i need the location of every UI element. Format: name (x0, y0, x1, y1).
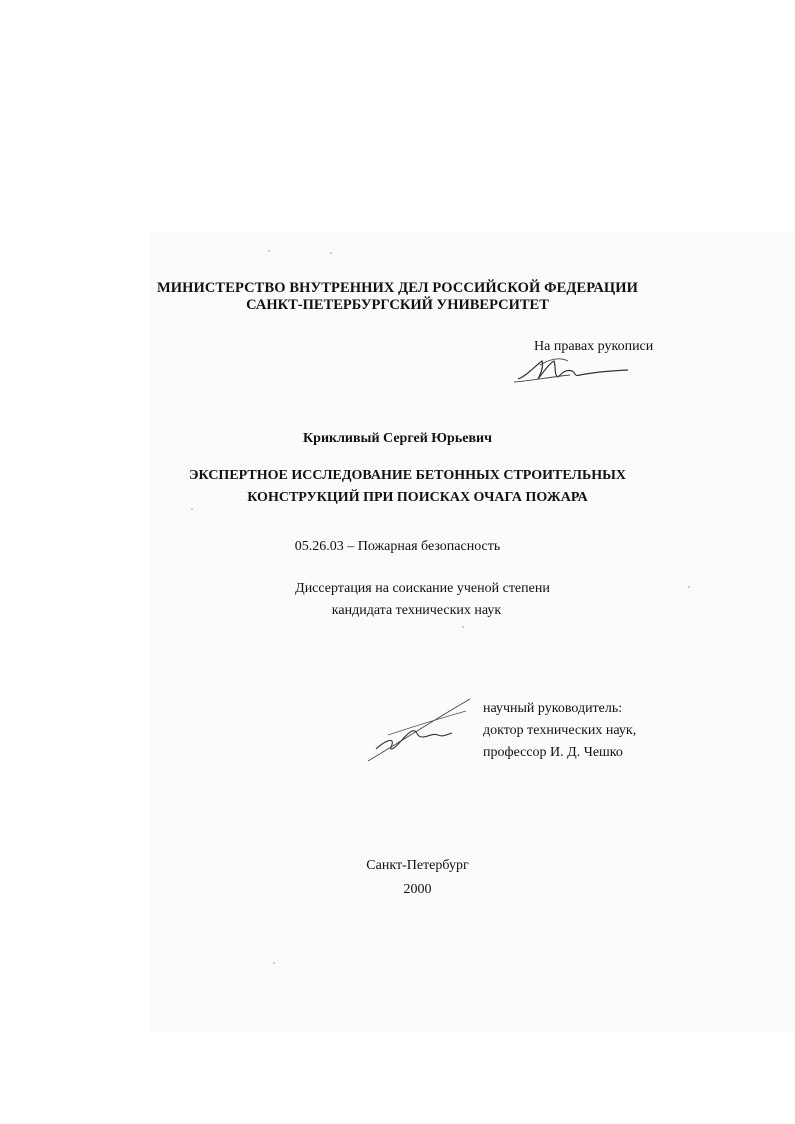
degree-line-2: кандидата технических наук (331, 603, 502, 618)
scanned-page-area (150, 232, 795, 1032)
ministry-heading: МИНИСТЕРСТВО ВНУТРЕННИХ ДЕЛ РОССИЙСКОЙ ФЕДЕРАЦИИ (156, 280, 639, 296)
city: Санкт-Петербург (366, 858, 469, 873)
supervisor-role: научный руководитель: (483, 701, 623, 716)
scan-speck (688, 586, 690, 588)
author-signature (510, 355, 635, 385)
scan-speck (462, 626, 464, 628)
supervisor-signature (362, 695, 474, 765)
specialty-code: 05.26.03 – Пожарная безопасность (294, 539, 501, 554)
scan-speck (273, 962, 275, 964)
degree-line-1: Диссертация на соискание ученой степени (295, 581, 550, 596)
scan-speck (268, 250, 270, 252)
supervisor-degree: доктор технических наук, (483, 723, 637, 738)
year: 2000 (403, 882, 432, 897)
dissertation-title-line-1: ЭКСПЕРТНОЕ ИССЛЕДОВАНИЕ БЕТОННЫХ СТРОИТЕЛЬНЫХ (189, 468, 626, 483)
scan-speck (191, 508, 193, 510)
dissertation-title-line-2: КОНСТРУКЦИЙ ПРИ ПОИСКАХ ОЧАГА ПОЖАРА (247, 490, 588, 505)
university-heading: САНКТ-ПЕТЕРБУРГСКИЙ УНИВЕРСИТЕТ (246, 297, 549, 313)
supervisor-name: профессор И. Д. Чешко (483, 745, 623, 760)
author-name: Крикливый Сергей Юрьевич (303, 431, 492, 446)
manuscript-note: На правах рукописи (534, 339, 654, 354)
scan-speck (330, 252, 332, 254)
